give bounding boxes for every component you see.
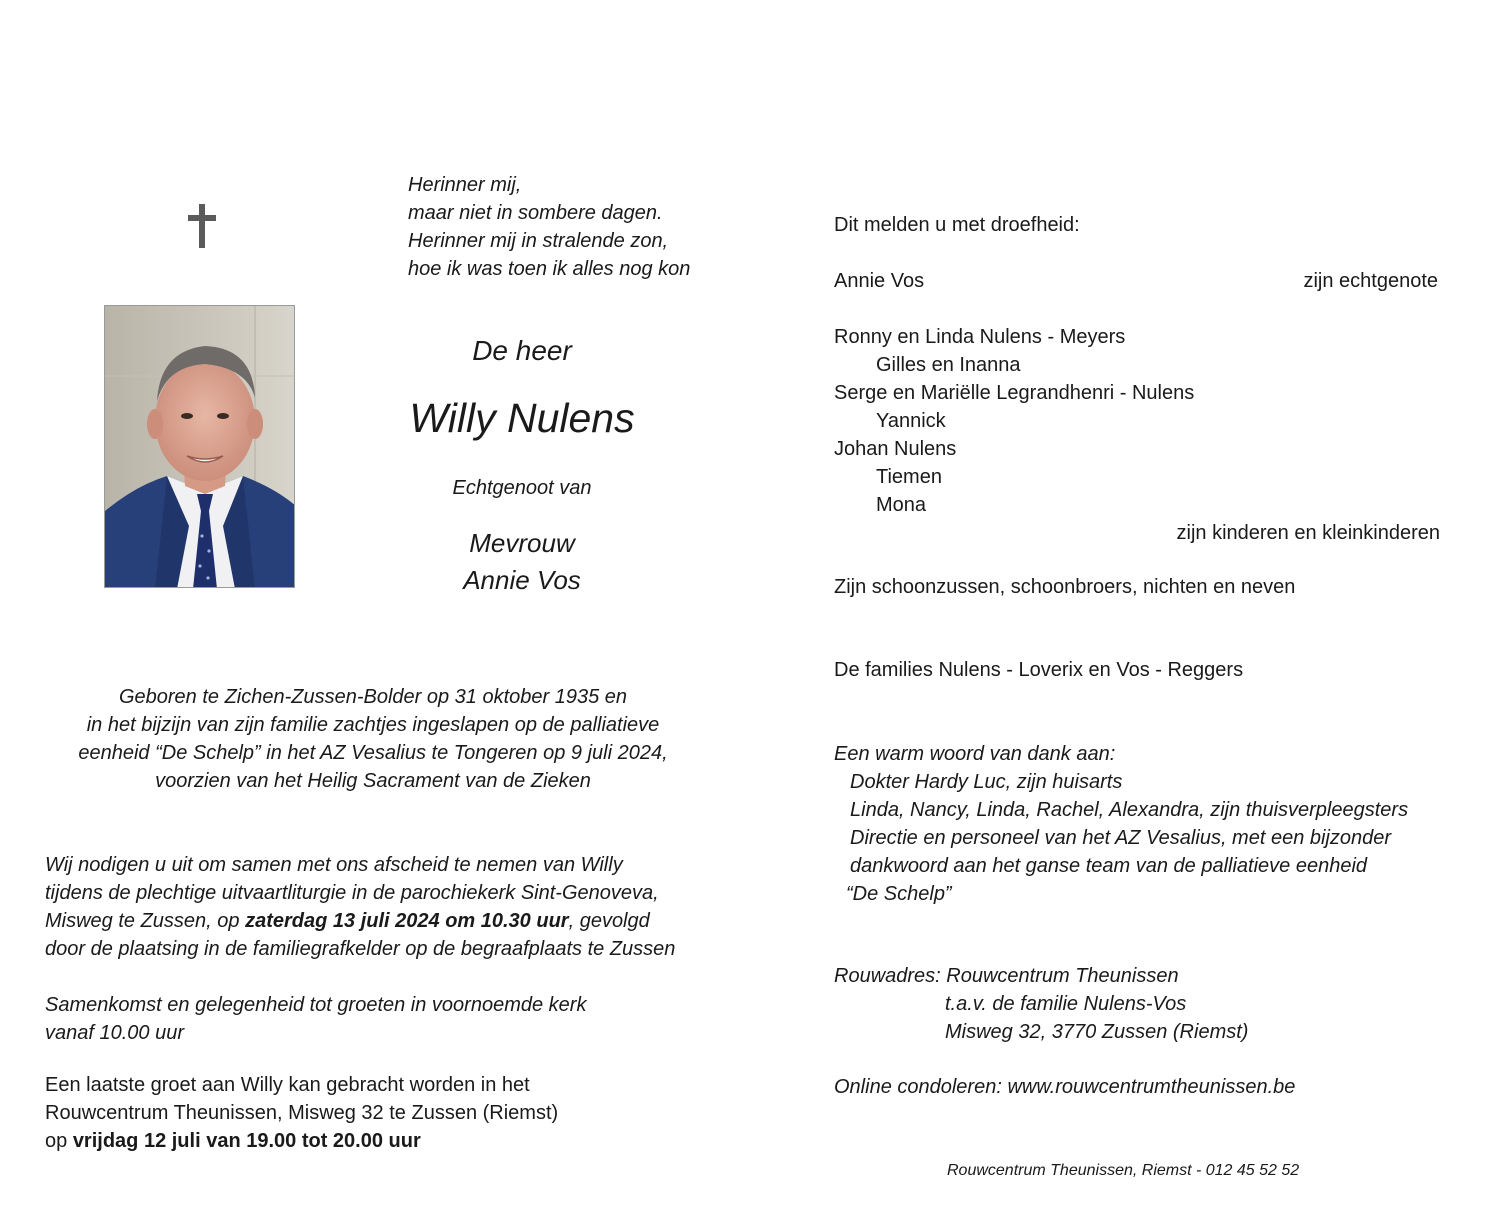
visit-line: Rouwcentrum Theunissen, Misweg 32 te Zussen (Riemst) xyxy=(45,1102,559,1124)
visitation-datetime: vrijdag 12 juli van 19.00 tot 20.00 uur xyxy=(72,1130,421,1152)
cross-icon xyxy=(186,204,218,248)
visitation-text xyxy=(45,1071,745,1155)
born-line: voorzien van het Heilig Sacrament van de Zieken xyxy=(155,770,591,792)
invite-line: door de plaatsing in de familiegrafkelder op de begraafplaats te Zussen xyxy=(45,938,676,960)
inlaws-line: Zijn schoonzussen, schoonbroers, nichten en neven xyxy=(834,576,1296,598)
thanks-line: “De Schelp” xyxy=(846,883,952,905)
gather-line: vanaf 10.00 uur xyxy=(45,1022,184,1044)
poem xyxy=(408,171,768,283)
address-label: Rouwadres: Rouwcentrum Theunissen xyxy=(834,965,1179,987)
children-list xyxy=(834,323,1440,547)
portrait-photo xyxy=(104,305,295,588)
gather-line: Samenkomst en gelegenheid tot groeten in voornoemde kerk xyxy=(45,994,587,1016)
grandchild-entry: Mona xyxy=(876,494,927,516)
footer-credit: Rouwcentrum Theunissen, Riemst - 012 45 52 52 xyxy=(947,1162,1300,1179)
funeral-invitation xyxy=(45,851,745,963)
spouse-entry xyxy=(834,267,1438,295)
visit-line: Een laatste groet aan Willy kan gebracht worden in het xyxy=(45,1074,530,1096)
announcement: Dit melden u met droefheid: xyxy=(834,214,1080,236)
funeral-datetime: zaterdag 13 juli 2024 om 10.30 uur xyxy=(245,910,569,932)
invite-line: Misweg te Zussen, op zaterdag 13 juli 2024 om 10.30 uur, gevolgd xyxy=(45,910,650,932)
mourning-address xyxy=(834,962,1474,1046)
relation-label: Echtgenoot van xyxy=(452,477,592,499)
poem-line: Herinner mij, xyxy=(408,174,522,196)
spouse-entry-name: Annie Vos xyxy=(834,270,925,292)
spouse-entry-role: zijn echtgenote xyxy=(1303,270,1438,292)
poem-line: hoe ik was toen ik alles nog kon xyxy=(408,258,691,280)
deceased-title: De heer xyxy=(472,335,572,366)
spouse-block xyxy=(420,525,624,599)
poem-line: maar niet in sombere dagen. xyxy=(408,202,663,224)
address-line: t.a.v. de familie Nulens-Vos xyxy=(945,993,1187,1015)
thanks-line: dankwoord aan het ganse team van de palliatieve eenheid xyxy=(850,855,1368,877)
child-entry: Ronny en Linda Nulens - Meyers xyxy=(834,326,1126,348)
gathering-text xyxy=(45,991,745,1047)
born-line: in het bijzijn van zijn familie zachtjes ingeslapen op de palliatieve xyxy=(86,714,660,736)
poem-line: Herinner mij in stralende zon, xyxy=(408,230,669,252)
thanks-title: Een warm woord van dank aan: xyxy=(834,743,1116,765)
families-line: De families Nulens - Loverix en Vos - Reggers xyxy=(834,659,1244,681)
grandchild-entry: Yannick xyxy=(876,410,946,432)
child-entry: Serge en Mariëlle Legrandhenri - Nulens xyxy=(834,382,1195,404)
thanks-line: Linda, Nancy, Linda, Rachel, Alexandra, zijn thuisverpleegsters xyxy=(850,799,1409,821)
invite-line: Wij nodigen u uit om samen met ons afscheid te nemen van Willy xyxy=(45,854,623,876)
online-condolence: Online condoleren: www.rouwcentrumtheunissen.be xyxy=(834,1076,1296,1098)
child-entry: Johan Nulens xyxy=(834,438,957,460)
grandchild-entry: Gilles en Inanna xyxy=(876,354,1021,376)
spouse-title: Mevrouw xyxy=(469,528,575,558)
children-role: zijn kinderen en kleinkinderen xyxy=(1176,522,1440,544)
thanks-line: Dokter Hardy Luc, zijn huisarts xyxy=(850,771,1123,793)
thanks-line: Directie en personeel van het AZ Vesalius, met een bijzonder xyxy=(850,827,1392,849)
birth-death-text xyxy=(40,683,706,795)
spouse-name: Annie Vos xyxy=(463,565,581,595)
thanks-section xyxy=(834,740,1474,908)
grandchild-entry: Tiemen xyxy=(876,466,942,488)
born-line: eenheid “De Schelp” in het AZ Vesalius te Tongeren op 9 juli 2024, xyxy=(78,742,668,764)
born-line: Geboren te Zichen-Zussen-Bolder op 31 oktober 1935 en xyxy=(118,686,628,708)
visit-line: op vrijdag 12 juli van 19.00 tot 20.00 uur xyxy=(45,1130,421,1152)
invite-line: tijdens de plechtige uitvaartliturgie in de parochiekerk Sint-Genoveva, xyxy=(45,882,659,904)
deceased-name: Willy Nulens xyxy=(409,395,635,441)
address-line: Misweg 32, 3770 Zussen (Riemst) xyxy=(945,1021,1249,1043)
